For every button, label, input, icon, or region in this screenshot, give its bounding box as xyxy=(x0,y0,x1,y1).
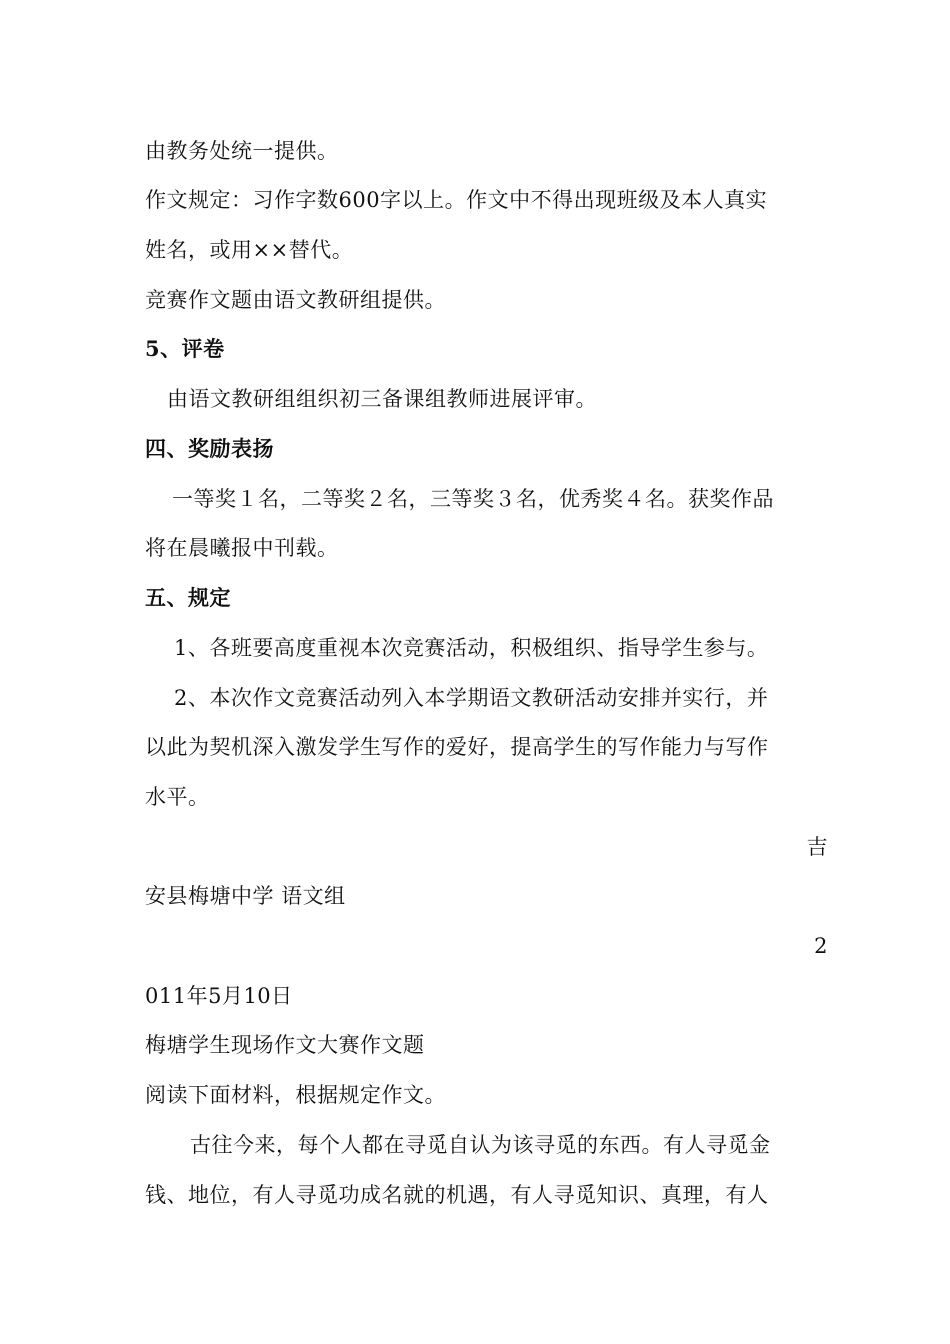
text-line: 水平。 xyxy=(145,785,210,809)
text-line: 姓名，或用××替代。 xyxy=(145,238,354,262)
date-fragment: 2 xyxy=(814,934,828,958)
date-line: 011年5月10日 xyxy=(145,984,293,1008)
section-heading: 五、规定 xyxy=(145,585,231,610)
title-line: 梅塘学生现场作文大赛作文题 xyxy=(145,1033,425,1057)
text-line: 由教务处统一提供。 xyxy=(145,139,339,163)
text-line: 将在晨曦报中刊载。 xyxy=(145,536,339,560)
text-line: 古往今来，每个人都在寻觅自认为该寻觅的东西。有人寻觅金 xyxy=(190,1133,771,1157)
text-line: 竞赛作文题由语文教研组提供。 xyxy=(145,288,446,312)
text-line: 1、各班要高度重视本次竞赛活动，积极组织、指导学生参与。 xyxy=(174,636,769,660)
text-line: 一等奖１名，二等奖２名，三等奖３名，优秀奖４名。获奖作品 xyxy=(172,487,774,511)
section-heading: 四、奖励表扬 xyxy=(145,436,274,461)
section-heading: 5、评卷 xyxy=(145,336,225,361)
text-line: 由语文教研组组织初三备课组教师进展评审。 xyxy=(167,387,597,411)
text-line: 阅读下面材料，根据规定作文。 xyxy=(145,1083,446,1107)
signature-line: 安县梅塘中学 语文组 xyxy=(145,884,346,908)
text-line: 作文规定：习作字数600字以上。作文中不得出现班级及本人真实 xyxy=(145,188,768,212)
text-line: 钱、地位，有人寻觅功成名就的机遇，有人寻觅知识、真理，有人 xyxy=(145,1183,769,1207)
signature-fragment: 吉 xyxy=(806,835,828,859)
text-line: 2、本次作文竞赛活动列入本学期语文教研活动安排并实行，并 xyxy=(174,686,769,710)
text-line: 以此为契机深入激发学生写作的爱好，提高学生的写作能力与写作 xyxy=(145,735,769,759)
